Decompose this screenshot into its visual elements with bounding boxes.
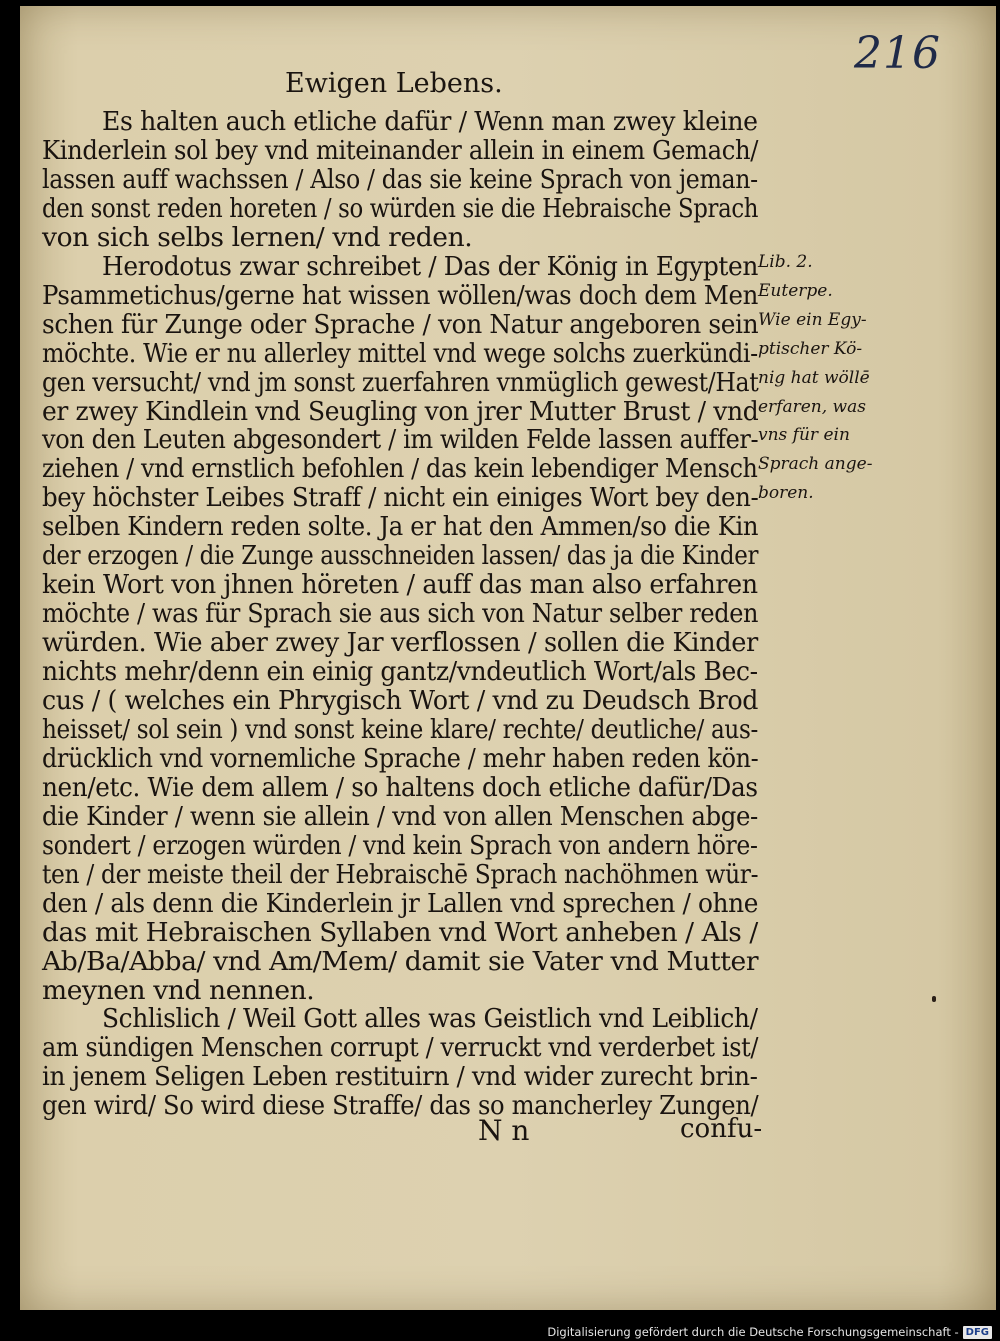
text-line: Herodotus zwar schreibet / Das der König in Egypten xyxy=(102,250,759,282)
text-line: meynen vnd nennen. xyxy=(42,974,315,1006)
text-line: der erzogen / die Zunge ausschneiden lassen/ das ja die Kinder xyxy=(42,540,759,572)
text-line: nen/etc. Wie dem allem / so haltens doch etliche dafür/Das xyxy=(42,771,758,803)
text-line: Ab/Ba/Abba/ vnd Am/Mem/ damit sie Vater vnd Mutter xyxy=(42,945,759,977)
text-line: möchte. Wie er nu allerley mittel vnd wege solchs zuerkündi- xyxy=(42,337,758,369)
text-line: heisset/ sol sein ) vnd sonst keine klare/ rechte/ deutliche/ aus- xyxy=(42,713,758,745)
marginal-note-line: nig hat wöllē xyxy=(758,367,870,388)
text-line: von sich selbs lernen/ vnd reden. xyxy=(42,221,473,253)
text-line: den / als denn die Kinderlein jr Lallen vnd sprechen / ohne xyxy=(42,887,759,919)
marginal-note-line: Wie ein Egy- xyxy=(758,309,867,330)
running-header: Ewigen Lebens. xyxy=(285,68,503,99)
text-line: Schlislich / Weil Gott alles was Geistlich vnd Leiblich/ xyxy=(102,1003,758,1035)
text-line: das mit Hebraischen Syllaben vnd Wort anheben / Als / xyxy=(42,916,758,948)
marginal-note-line: Sprach ange- xyxy=(758,454,873,475)
text-line: kein Wort von jhnen höreten / auff das man also erfahren xyxy=(42,569,758,601)
marginal-note-line: Lib. 2. xyxy=(758,252,813,272)
marginal-note-line: Euterpe. xyxy=(758,280,833,301)
text-line: gen versucht/ vnd jm sonst zuerfahren vnmüglich gewest/Hat xyxy=(42,366,759,398)
text-line: schen für Zunge oder Sprache / von Natur angeboren sein xyxy=(42,308,759,340)
book-page xyxy=(20,6,996,1310)
text-line: selben Kindern reden solte. Ja er hat den Ammen/so die Kin xyxy=(42,511,759,543)
text-line: ziehen / vnd ernstlich befohlen / das kein lebendiger Mensch xyxy=(42,453,758,485)
text-line: würden. Wie aber zwey Jar verflossen / sollen die Kinder xyxy=(42,627,758,659)
footer-credit xyxy=(547,1325,992,1339)
text-line: drücklich vnd vornemliche Sprache / mehr haben reden kön- xyxy=(42,742,759,774)
marginal-note-line: vns für ein xyxy=(758,425,850,446)
text-line: bey höchster Leibes Straff / nicht ein einiges Wort bey den- xyxy=(42,482,759,514)
text-line: er zwey Kindlein vnd Seugling von jrer Mutter Brust / vnd xyxy=(42,395,759,427)
marginal-note-line: boren. xyxy=(758,483,814,504)
text-line: lassen auff wachssen / Also / das sie keine Sprach von jeman- xyxy=(42,163,758,195)
dfg-logo: DFG xyxy=(963,1326,992,1339)
ink-speck xyxy=(932,996,936,1002)
text-line: die Kinder / wenn sie allein / vnd von allen Menschen abge- xyxy=(42,800,758,832)
page-number: 216 xyxy=(854,28,941,79)
text-line: den sonst reden horeten / so würden sie die Hebraische Sprach xyxy=(42,192,759,224)
signature-mark: N n xyxy=(478,1114,530,1147)
text-line: cus / ( welches ein Phrygisch Wort / vnd zu Deudsch Brod xyxy=(42,685,759,716)
text-line: von den Leuten abgesondert / im wilden Felde lassen auffer- xyxy=(42,424,759,456)
text-line: ten / der meiste theil der Hebraischē Sprach nachöhmen wür- xyxy=(42,858,759,890)
text-line: sondert / erzogen würden / vnd kein Sprach von andern höre- xyxy=(42,829,758,861)
text-line: Kinderlein sol bey vnd miteinander allein in einem Gemach/ xyxy=(42,134,759,166)
text-line: gen wird/ So wird diese Straffe/ das so mancherley Zungen/ xyxy=(42,1090,759,1122)
text-line: am sündigen Menschen corrupt / verruckt vnd verderbet ist/ xyxy=(42,1032,759,1064)
marginal-note-line: erfaren, was xyxy=(758,396,866,417)
funding-note: Digitalisierung gefördert durch die Deutsche Forschungsgemeinschaft - xyxy=(547,1325,959,1339)
text-line: nichts mehr/denn ein einig gantz/vndeutlich Wort/als Bec- xyxy=(42,656,758,688)
text-line: Psammetichus/gerne hat wissen wöllen/was doch dem Men xyxy=(42,279,758,311)
text-line: möchte / was für Sprach sie aus sich von Natur selber reden xyxy=(42,598,759,630)
catchword: confu- xyxy=(680,1114,763,1144)
text-line: Es halten auch etliche dafür / Wenn man zwey kleine xyxy=(102,106,758,137)
marginal-note-line: ptischer Kö- xyxy=(758,338,863,359)
text-line: in jenem Seligen Leben restituirn / vnd wider zurecht brin- xyxy=(42,1061,758,1093)
